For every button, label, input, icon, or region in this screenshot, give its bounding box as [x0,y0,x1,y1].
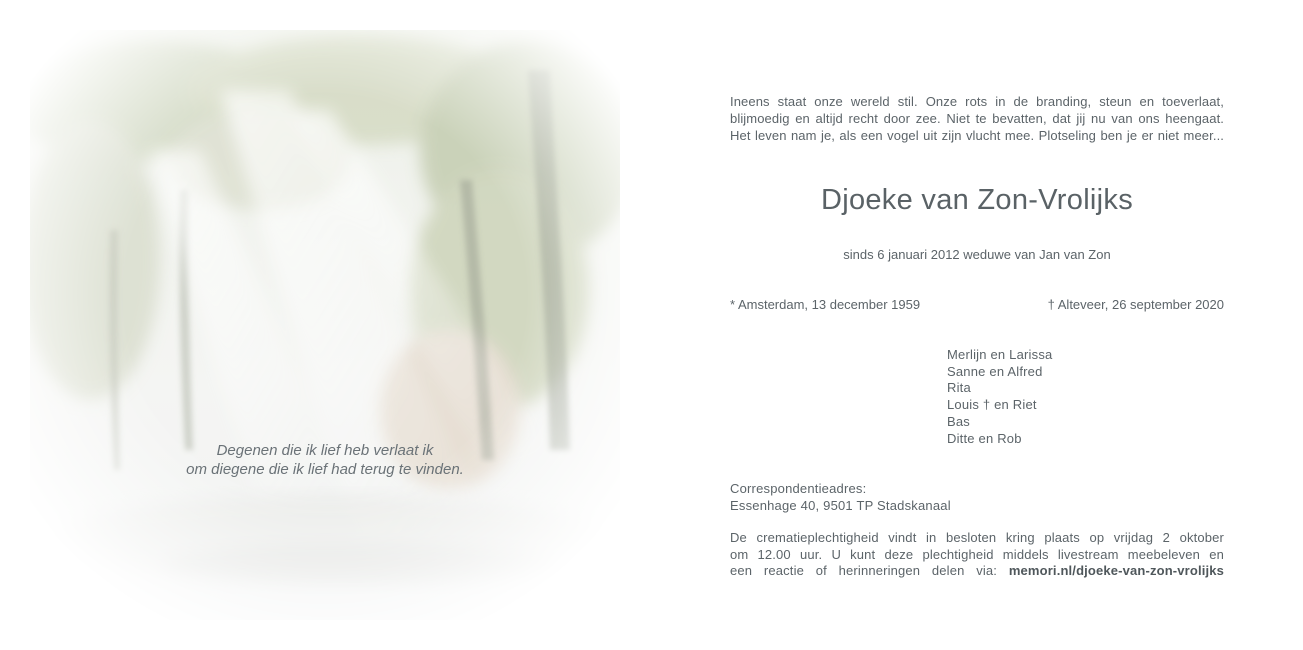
family-member: Rita [947,380,971,396]
ceremony-line-1: De crematieplechtigheid vindt in besloten kring plaats op vrijdag 2 oktober [730,530,1224,545]
birth-date: * Amsterdam, 13 december 1959 [730,297,921,312]
birth-death-dates [730,296,1224,314]
correspondence [730,480,1224,514]
widow-note: sinds 6 januari 2012 weduwe van Jan van Zon [843,247,1111,262]
ceremony-line-3 [730,563,1224,580]
deceased-name: Djoeke van Zon-Vrolijks [820,184,1134,216]
quote-line-2: om diegene die ik lief had terug te vinden. [186,461,464,478]
ceremony-text [730,530,1224,580]
family-member: Sanne en Alfred [947,363,1043,379]
intro-text [730,93,1224,144]
correspondence-address: Essenhage 40, 9501 TP Stadskanaal [730,498,951,513]
family-member: Merlijn en Larissa [947,347,1053,362]
family-member: Ditte en Rob [947,430,1022,446]
family-member: Bas [947,413,971,429]
poem-quote [30,441,620,479]
intro-line-1: Ineens staat onze wereld stil. Onze rots in de branding, steun en toeverlaat, [730,94,1224,109]
intro-line-2: blijmoedig en altijd recht door zee. Niet te bevatten, dat jij nu van ons heengaat. [730,111,1224,126]
ceremony-line-3-prefix: een reactie of herinneringen delen via: [730,563,1009,579]
family-list [947,347,1052,447]
family-member: Louis † en Riet [947,397,1037,413]
forest-photo [30,30,620,620]
death-date: † Alteveer, 26 september 2020 [1047,297,1224,312]
memorial-link[interactable]: memori.nl/djoeke-van-zon-vrolijks [1008,563,1224,579]
ceremony-line-2: om 12.00 uur. U kunt deze plechtigheid middels livestream meebeleven en [730,546,1224,562]
quote-line-1: Degenen die ik lief heb verlaat ik [216,442,434,459]
intro-line-3: Het leven nam je, als een vogel uit zijn vlucht mee. Plotseling ben je er niet meer... [730,128,1224,143]
correspondence-label: Correspondentieadres: [730,481,867,496]
